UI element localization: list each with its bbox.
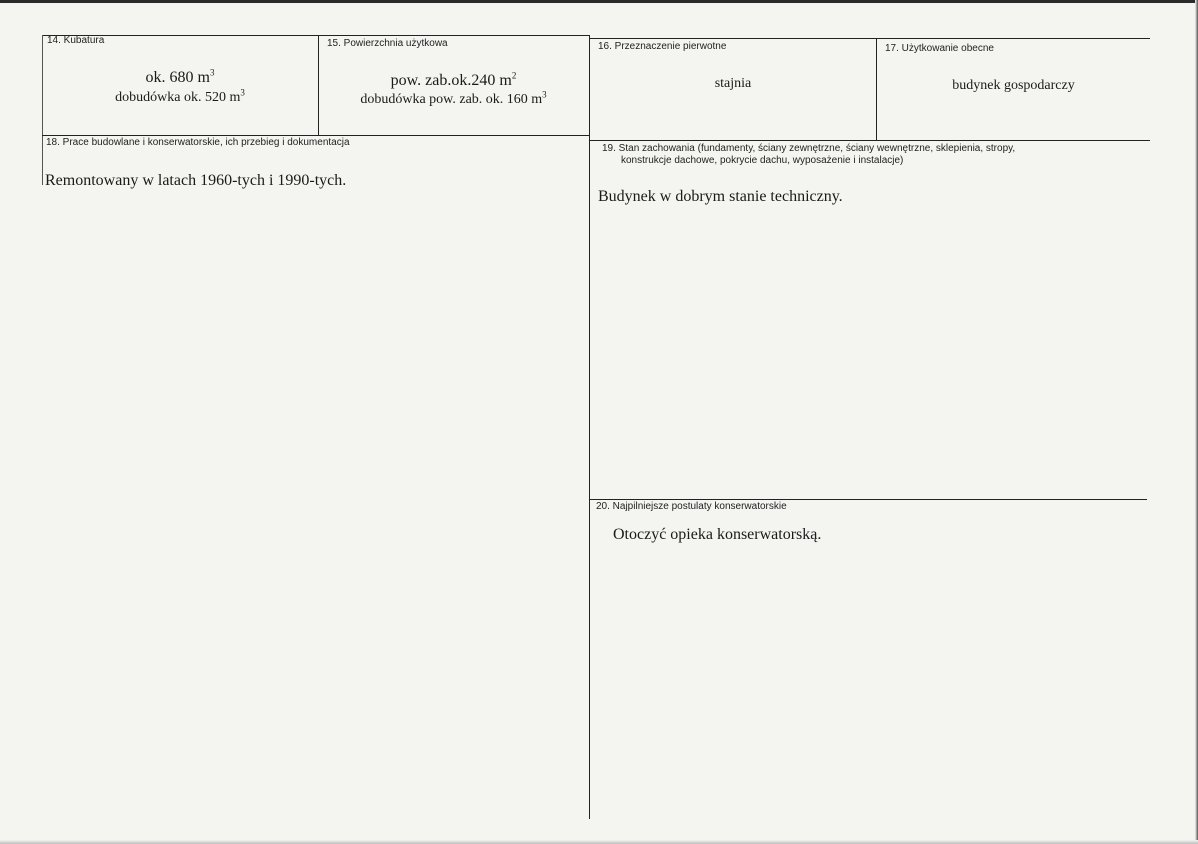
scan-bottom-edge (0, 840, 1198, 844)
field-17-label: 17. Użytkowanie obecne (885, 43, 994, 54)
field-14-value-line2 (42, 89, 318, 107)
scan-top-edge (0, 0, 1198, 3)
rule-left (42, 35, 43, 185)
field-16-label: 16. Przeznaczenie pierwotne (598, 41, 727, 52)
field-14-label: 14. Kubatura (47, 35, 105, 46)
rule-row2-left (42, 135, 590, 136)
rule-top-right (590, 38, 1150, 39)
field-19-value: Budynek w dobrym stanie techniczny. (598, 188, 843, 205)
field-15-value-line1-sup: 2 (511, 70, 517, 81)
rule-row2-right (590, 140, 1150, 141)
field-15-value-line2-sup: 3 (542, 89, 547, 100)
field-14-value-line1-text: ok. 680 m (145, 69, 210, 86)
field-18-label: 18. Prace budowlane i konserwatorskie, ich przebieg i dokumentacja (46, 137, 350, 148)
field-14-value-line2-text: dobudówka ok. 520 m (115, 90, 241, 105)
field-15-value-line1 (318, 71, 589, 91)
field-18-value: Remontowany w latach 1960-tych i 1990-tych. (45, 172, 347, 189)
field-20-label: 20. Najpilniejsze postulaty konserwatorskie (596, 501, 787, 512)
field-16-value: stajnia (714, 76, 752, 91)
field-15-value-line2-text: dobudówka pow. zab. ok. 160 m (360, 92, 543, 107)
field-15-label: 15. Powierzchnia użytkowa (327, 38, 448, 49)
field-19-label-line1: 19. Stan zachowania (fundamenty, ściany zewnętrzne, ściany wewnętrzne, sklepienia, stropy, (602, 143, 1016, 154)
field-15-value-line1-text: pow. zab.ok.240 m (390, 72, 512, 89)
rule-center (589, 35, 590, 819)
field-14-value-line1 (42, 68, 318, 88)
field-15-value-line2 (318, 91, 589, 109)
field-17-value: budynek gospodarczy (952, 78, 1075, 93)
field-14-value-line2-sup: 3 (240, 87, 245, 98)
rule-20 (590, 499, 1147, 500)
field-20-value: Otoczyć opieka konserwatorską. (613, 526, 822, 543)
field-14-value-line1-sup: 3 (209, 67, 215, 78)
rule-top-left (42, 35, 590, 36)
field-19-label-line2: konstrukcje dachowe, pokrycie dachu, wyposażenie i instalacje) (621, 155, 904, 166)
